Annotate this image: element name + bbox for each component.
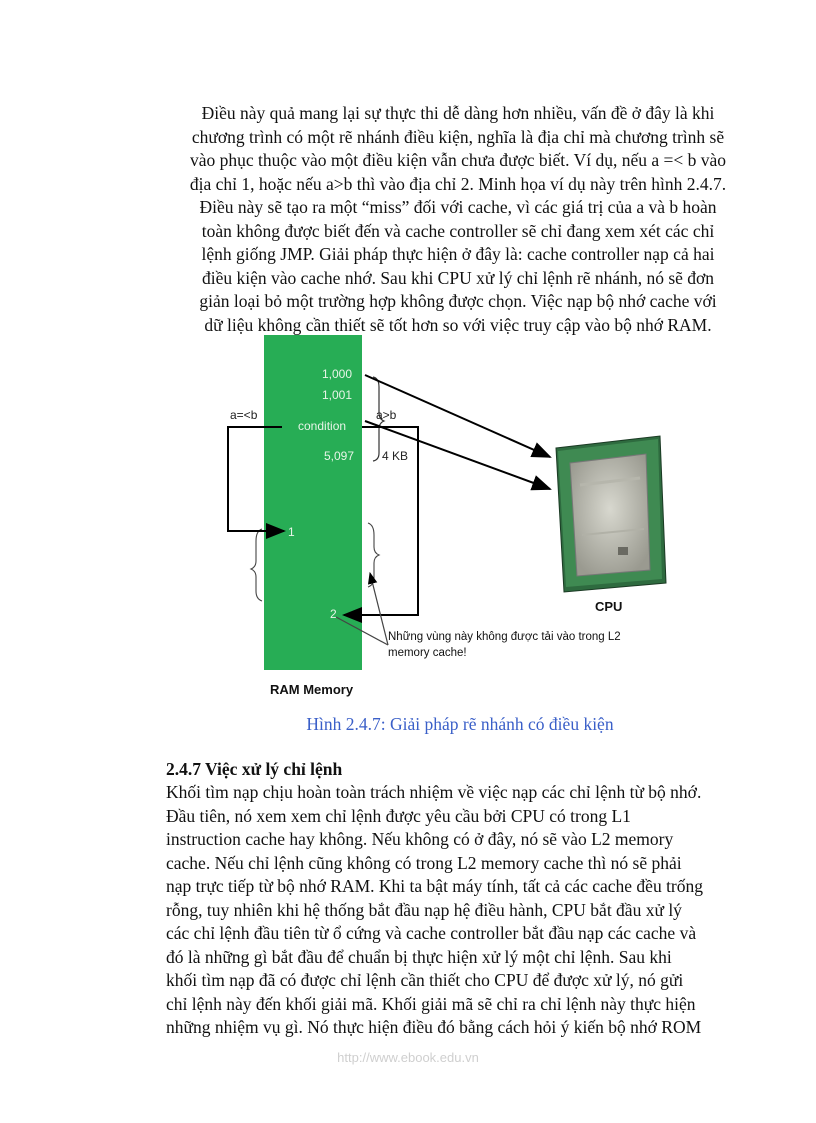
text-line: nạp trực tiếp từ bộ nhớ RAM. Khi ta bật máy tính, tất cả các cache đều trống xyxy=(166,876,704,896)
target-2-label: 2 xyxy=(330,607,337,621)
left-region-brace xyxy=(251,529,262,601)
text-line: đó là những gì bắt đầu để chuẩn bị thực hiện xử lý một chỉ lệnh. Sau khi xyxy=(166,946,672,967)
address-1000-label: 1,000 xyxy=(322,367,353,381)
cpu-label: CPU xyxy=(595,599,623,614)
figure-caption: Hình 2.4.7: Giải pháp rẽ nhánh có điều kiện xyxy=(306,714,614,734)
text-line: lệnh giống JMP. Giải pháp thực hiện ở đây là: cache controller nạp cả hai xyxy=(201,244,715,264)
right-region-brace xyxy=(368,523,379,587)
text-line: điều kiện vào cache nhớ. Sau khi CPU xử lý chỉ lệnh rẽ nhánh, nó sẽ đơn xyxy=(201,267,715,288)
text-line: toàn không được biết đến và cache controller sẽ chỉ đang xem xét các chỉ xyxy=(201,220,715,241)
text-line: khối tìm nạp đã có được chỉ lệnh cần thiết cho CPU để được xử lý, nó gửi xyxy=(166,970,684,990)
text-line: dữ liệu không cần thiết sẽ tốt hơn so với việc truy cập vào bộ nhớ RAM. xyxy=(204,314,712,335)
condition-label: condition xyxy=(298,419,347,433)
text-line: chương trình có một rẽ nhánh điều kiện, nghĩa là địa chỉ mà chương trình sẽ xyxy=(191,126,725,147)
text-line: Khối tìm nạp chịu hoàn toàn trách nhiệm về việc nạp các chỉ lệnh từ bộ nhớ. xyxy=(166,782,702,802)
text-line: instruction cache hay không. Nếu không có ở đây, nó sẽ vào L2 memory xyxy=(166,829,674,849)
intro-paragraph xyxy=(166,102,750,337)
note-pointer-arrow xyxy=(370,573,388,645)
cpu-chip-image xyxy=(556,436,666,592)
condition-le-label: a=<b xyxy=(230,408,258,422)
figure-diagram xyxy=(220,335,702,713)
text-line: những nhiệm vụ gì. Nó thực hiện điều đó bằng cách hỏi ý kiến bộ nhớ ROM xyxy=(166,1017,702,1037)
text-line: Điều này sẽ tạo ra một “miss” đối với cache, vì các giá trị của a và b hoàn xyxy=(199,197,717,217)
text-line: địa chỉ 1, hoặc nếu a>b thì vào địa chỉ 2. Minh họa ví dụ này trên hình 2.4.7. xyxy=(189,173,727,194)
text-line: vào phục thuộc vào một điều kiện vẫn chưa được biết. Ví dụ, nếu a =< b vào xyxy=(189,150,727,170)
text-line: cache. Nếu chỉ lệnh cũng không có trong L2 memory cache thì nó sẽ phải xyxy=(166,852,682,873)
branch-figure xyxy=(220,335,702,713)
body-paragraph xyxy=(166,781,766,1040)
size-label: 4 KB xyxy=(382,449,409,463)
target-1-label: 1 xyxy=(288,525,295,539)
condition-gt-label: a>b xyxy=(376,408,397,422)
address-5097-label: 5,097 xyxy=(324,449,355,463)
text-line: chỉ lệnh này đến khối giải mã. Khối giải mã sẽ chỉ ra chỉ lệnh này thực hiện xyxy=(166,993,696,1014)
text-line: giản loại bỏ một trường hợp không được chọn. Việc nạp bộ nhớ cache với xyxy=(199,291,717,311)
text-line: các chỉ lệnh đầu tiên từ ổ cứng và cache controller bắt đầu nạp các cache và xyxy=(166,923,697,943)
footer-url: http://www.ebook.edu.vn xyxy=(337,1050,479,1065)
note-line-2: memory cache! xyxy=(388,647,467,659)
note-line-1: Những vùng này không được tải vào trong L2 xyxy=(388,631,621,643)
text-line: rỗng, tuy nhiên khi hệ thống bắt đầu nạp hệ điều hành, CPU bắt đầu xử lý xyxy=(166,899,682,920)
ram-memory-label: RAM Memory xyxy=(270,682,354,697)
section-heading: 2.4.7 Việc xử lý chỉ lệnh xyxy=(166,759,343,779)
ram-memory-block xyxy=(264,335,362,670)
address-1001-label: 1,001 xyxy=(322,388,353,402)
text-line: Đầu tiên, nó xem xem chỉ lệnh được yêu cầu bởi CPU có trong L1 xyxy=(166,805,631,826)
text-line: Điều này quả mang lại sự thực thi dễ dàng hơn nhiều, vấn đề ở đây là khi xyxy=(201,103,715,123)
